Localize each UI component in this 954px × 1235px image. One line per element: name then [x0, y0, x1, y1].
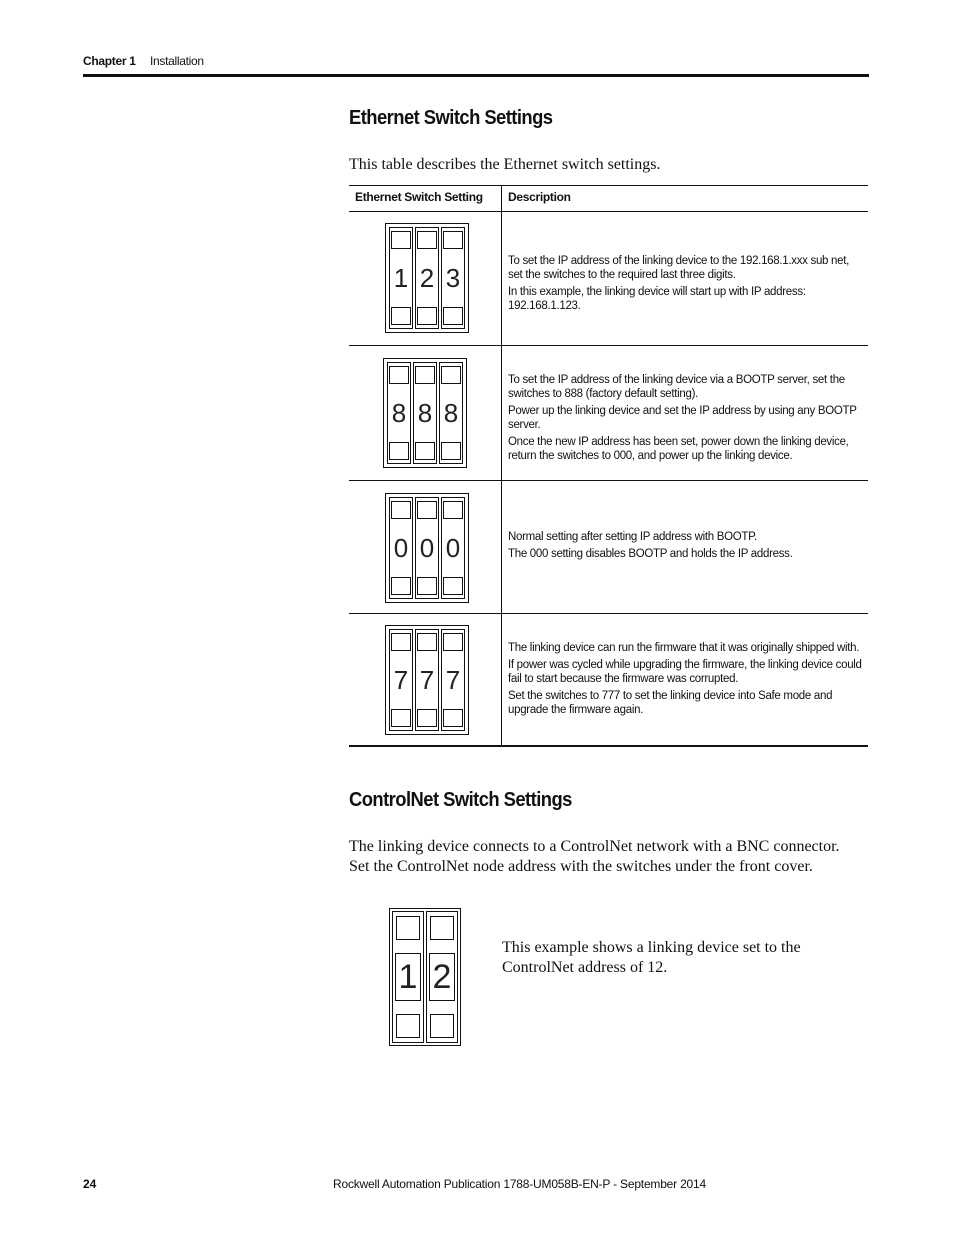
controlnet-example-line1: This example shows a linking device set to the: [502, 939, 801, 956]
controlnet-intro-line1: The linking device connects to a ControlNet network with a BNC connector.: [349, 838, 840, 855]
rotary-switch: [387, 362, 411, 464]
rotary-switch: [441, 497, 465, 599]
switch-digit: 8: [417, 397, 433, 428]
table-header-row: [349, 185, 868, 212]
controlnet-switch-12: [389, 908, 461, 1046]
header-rule: [83, 74, 869, 77]
row-divider: [349, 480, 868, 481]
rotary-switch: [415, 629, 439, 731]
description-text: In this example, the linking device will start up with IP address: 192.168.1.123.: [508, 286, 806, 312]
switch-window-top: [443, 501, 463, 519]
rotary-switch: [415, 497, 439, 599]
controlnet-intro-line2: Set the ControlNet node address with the switches under the front cover.: [349, 858, 813, 875]
page-header: [83, 52, 869, 78]
switch-888: [383, 358, 467, 468]
switch-window-top: [430, 916, 454, 940]
publication-info: Rockwell Automation Publication 1788-UM058B-EN-P - September 2014: [333, 1177, 706, 1191]
description-text: To set the IP address of the linking device via a BOOTP server, set the switches to 888 (factory default setting).: [508, 374, 845, 400]
column-divider: [501, 185, 502, 747]
row-divider: [349, 613, 868, 614]
switch-window-bottom: [443, 577, 463, 595]
rotary-switch: [441, 227, 465, 329]
switch-digit: 2: [419, 262, 435, 293]
switch-digit: 0: [445, 532, 461, 563]
switch-digit: 1: [395, 953, 421, 1001]
description-text: Set the switches to 777 to set the linking device into Safe mode and upgrade the firmware again.: [508, 690, 833, 716]
switch-digit: 7: [445, 664, 461, 695]
switch-window-bottom: [396, 1014, 420, 1038]
description-text: If power was cycled while upgrading the firmware, the linking device could fail to start because the firmware was corrupted.: [508, 659, 862, 685]
switch-000: [385, 493, 469, 603]
rotary-switch: [426, 911, 458, 1043]
switch-window-top: [389, 366, 409, 384]
description-text: Power up the linking device and set the IP address by using any BOOTP server.: [508, 405, 857, 431]
switch-window-bottom: [417, 577, 437, 595]
switch-window-top: [391, 501, 411, 519]
switch-window-top: [391, 231, 411, 249]
rotary-switch: [389, 629, 413, 731]
switch-window-bottom: [417, 307, 437, 325]
ethernet-section-title: Ethernet Switch Settings: [349, 107, 553, 129]
description-text: Once the new IP address has been set, power down the linking device, return the switches to 000, and power up the linking device.: [508, 436, 849, 462]
ethernet-intro: This table describes the Ethernet switch settings.: [349, 156, 661, 173]
rotary-switch: [389, 227, 413, 329]
rotary-switch: [389, 497, 413, 599]
description-text: The 000 setting disables BOOTP and holds the IP address.: [508, 548, 793, 560]
page-number: 24: [83, 1177, 97, 1191]
switch-window-bottom: [441, 442, 461, 460]
switch-digit: 7: [419, 664, 435, 695]
switch-window-bottom: [389, 442, 409, 460]
description-text: Normal setting after setting IP address with BOOTP.: [508, 531, 757, 543]
rotary-switch: [413, 362, 437, 464]
switch-digit: 0: [393, 532, 409, 563]
switch-window-bottom: [391, 577, 411, 595]
description-text: The linking device can run the firmware that it was originally shipped with.: [508, 642, 860, 654]
switch-digit: 8: [391, 397, 407, 428]
switch-window-bottom: [430, 1014, 454, 1038]
rotary-switch: [439, 362, 463, 464]
rotary-switch: [415, 227, 439, 329]
switch-window-top: [443, 633, 463, 651]
column-header-description: Description: [508, 190, 571, 204]
ethernet-switch-table: [349, 185, 868, 747]
switch-window-bottom: [443, 307, 463, 325]
switch-123: [385, 223, 469, 333]
chapter-label: Chapter 1: [83, 54, 136, 68]
switch-digit: 0: [419, 532, 435, 563]
switch-window-top: [441, 366, 461, 384]
description-cell: [508, 254, 862, 316]
switch-digit: 2: [429, 953, 455, 1001]
switch-digit: 1: [393, 262, 409, 293]
switch-digit: 7: [393, 664, 409, 695]
switch-digit: 8: [443, 397, 459, 428]
row-divider: [349, 345, 868, 346]
switch-window-top: [417, 231, 437, 249]
description-text: To set the IP address of the linking device to the 192.168.1.xxx sub net, set the switches to the required last three digits.: [508, 255, 850, 281]
table-bottom-rule: [349, 745, 868, 747]
column-header-setting: Ethernet Switch Setting: [355, 190, 483, 204]
switch-window-top: [417, 501, 437, 519]
switch-window-bottom: [415, 442, 435, 460]
controlnet-section-title: ControlNet Switch Settings: [349, 789, 572, 811]
description-cell: [508, 530, 862, 564]
switch-window-top: [396, 916, 420, 940]
switch-777: [385, 625, 469, 735]
rotary-switch: [441, 629, 465, 731]
controlnet-example-line2: ControlNet address of 12.: [502, 959, 668, 976]
switch-window-bottom: [443, 709, 463, 727]
switch-window-bottom: [391, 709, 411, 727]
switch-window-top: [417, 633, 437, 651]
switch-window-bottom: [391, 307, 411, 325]
switch-window-top: [391, 633, 411, 651]
switch-window-top: [415, 366, 435, 384]
switch-window-bottom: [417, 709, 437, 727]
description-cell: [508, 641, 862, 720]
switch-digit: 3: [445, 262, 461, 293]
chapter-title: Installation: [150, 54, 204, 68]
switch-window-top: [443, 231, 463, 249]
description-cell: [508, 373, 862, 466]
rotary-switch: [392, 911, 424, 1043]
